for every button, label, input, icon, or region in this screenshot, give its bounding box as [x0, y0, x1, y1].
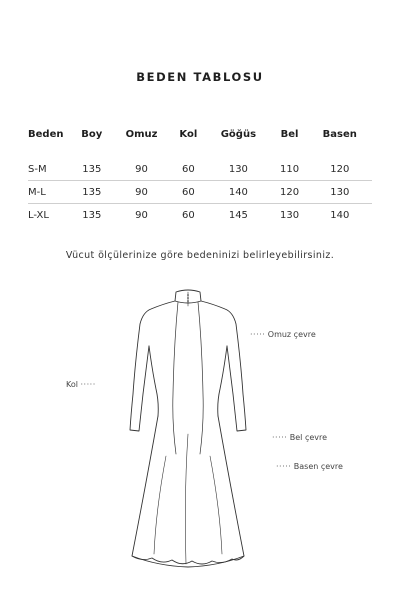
header-bel: Bel: [280, 128, 299, 140]
dress-left-side: [149, 346, 158, 416]
label-omuz: ····· Omuz çevre: [250, 330, 316, 339]
table-cell: M-L: [28, 186, 46, 198]
label-basen: ····· Basen çevre: [276, 462, 343, 471]
table-cell: 110: [280, 163, 300, 175]
dress-left-sleeve: [130, 301, 175, 431]
header-boy: Boy: [81, 128, 103, 140]
dress-godet-mid: [185, 434, 188, 564]
label-kol: Kol ·····: [66, 380, 96, 389]
size-table: [28, 122, 372, 226]
table-cell: 130: [330, 186, 350, 198]
table-cell: 130: [228, 163, 248, 175]
table-cell: L-XL: [28, 209, 49, 221]
dress-right-side: [218, 346, 227, 416]
dress-godet-right: [210, 456, 222, 554]
page-title: BEDEN TABLOSU: [136, 70, 264, 84]
table-cell: 60: [181, 186, 195, 198]
table-cell: 135: [82, 186, 102, 198]
table-cell: 60: [181, 163, 195, 175]
dress-center-seam-right: [198, 302, 203, 454]
dress-godet-left: [154, 456, 166, 554]
table-cell: 90: [135, 209, 148, 221]
dress-right-sleeve: [201, 301, 246, 431]
header-omuz: Omuz: [125, 128, 158, 140]
size-note: Vücut ölçülerinize göre bedeninizi belirleyebilirsiniz.: [65, 250, 335, 261]
table-row: [28, 181, 372, 204]
dress-illustration: [118, 284, 258, 594]
table-cell: 90: [135, 163, 148, 175]
header-beden: Beden: [28, 128, 64, 140]
label-bel: ····· Bel çevre: [272, 433, 328, 442]
table-cell: 120: [280, 186, 300, 198]
table-header-row: [28, 122, 372, 146]
table-cell: 90: [135, 186, 148, 198]
dress-center-seam: [173, 302, 178, 454]
table-row: [28, 204, 372, 227]
dress-hem: [132, 556, 244, 564]
table-cell: 140: [228, 186, 248, 198]
table-cell: 130: [280, 209, 300, 221]
table-cell: 60: [181, 209, 195, 221]
header-kol: Kol: [179, 128, 198, 140]
header-basen: Basen: [322, 128, 357, 140]
table-cell: 140: [330, 209, 350, 221]
table-cell: 145: [228, 209, 248, 221]
table-cell: 135: [82, 209, 102, 221]
header-gogus: Göğüs: [220, 128, 257, 140]
table-cell: 120: [330, 163, 350, 175]
table-cell: S-M: [28, 163, 47, 175]
table-spacer: [28, 146, 372, 158]
table-row: [28, 158, 372, 181]
table-cell: 135: [82, 163, 102, 175]
